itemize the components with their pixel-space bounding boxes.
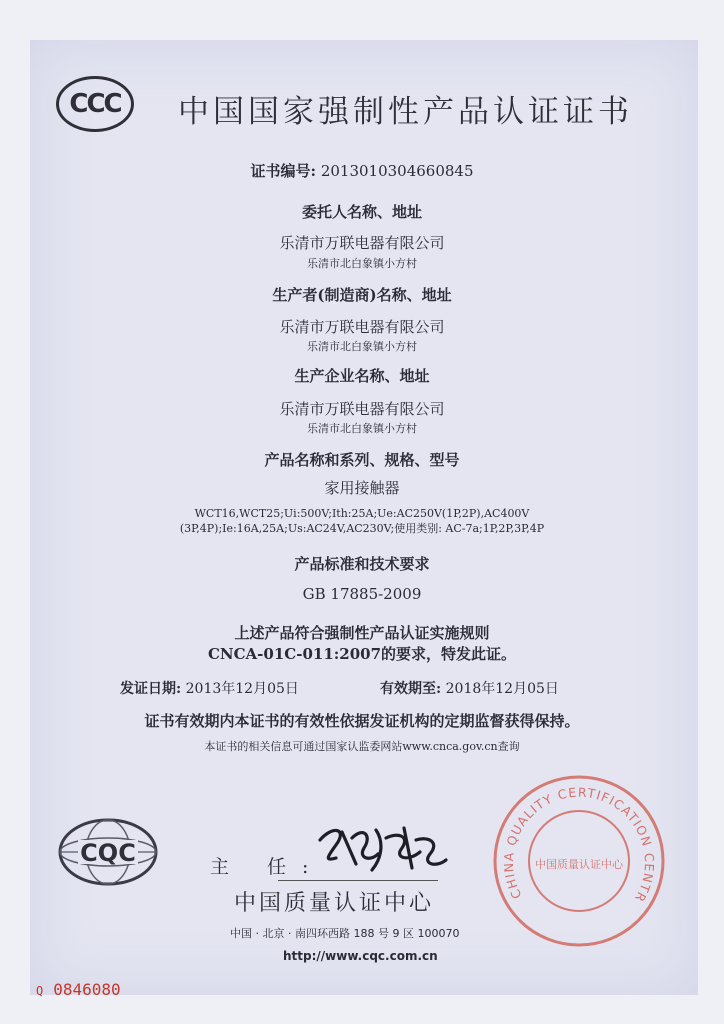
manufacturer-name: 乐清市万联电器有限公司 [279,318,445,336]
serial-number [36,980,121,999]
product-spec-line1: WCT16,WCT25;Ui:500V;Ith:25A;Ue:AC250V(1P,2P),AC400V [194,507,530,520]
product-spec-line2: (3P,4P);Ie:16A,25A;Us:AC24V,AC230V;使用类别: AC-7a;1P,2P,3P,4P [179,522,545,535]
client-name: 乐清市万联电器有限公司 [279,234,445,252]
signature-icon [312,818,452,882]
svg-text:CHINA QUALITY CERTIFICATION CE [492,774,657,905]
organization-address: 中国 · 北京 · 南四环西路 188 号 9 区 100070 [230,927,460,940]
manufacturer-heading: 生产者(制造商)名称、地址 [272,286,452,304]
factory-address: 乐清市北白象镇小方村 [307,422,417,435]
certificate-number-label: 证书编号: [250,162,317,180]
cqc-logo-text: CQC [80,839,136,867]
query-note: 本证书的相关信息可通过国家认监委网站www.cnca.gov.cn查询 [204,740,520,753]
director-label: 主 任: [210,856,325,878]
seal-ring-text: CHINA QUALITY CERTIFICATION CENTR [500,784,658,906]
ccc-logo-icon [56,76,134,132]
cqc-logo-graphic [56,816,160,888]
organization-name: 中国质量认证中心 [234,891,435,916]
serial-value: 0846080 [53,980,121,999]
ccc-logo-text: CCC [69,89,121,119]
certificate-number [0,160,724,181]
product-name: 家用接触器 [324,479,400,497]
client-address: 乐清市北白象镇小方村 [307,257,417,270]
standard-value: GB 17885-2009 [302,585,422,603]
official-seal-icon [492,774,666,948]
serial-prefix: Q [36,984,44,998]
issue-date [120,678,299,698]
product-heading: 产品名称和系列、规格、型号 [264,451,460,469]
standard-heading: 产品标准和技术要求 [294,555,430,573]
expiry-date [380,678,559,698]
factory-heading: 生产企业名称、地址 [294,367,430,385]
seal-center-text: 中国质量认证中心 [535,858,623,871]
statement-line1: 上述产品符合强制性产品认证实施规则 [234,624,490,642]
issue-date-value: 2013年12月05日 [185,681,299,697]
client-heading: 委托人名称、地址 [301,203,422,221]
organization-website: http://www.cqc.com.cn [283,949,438,963]
signature-line [278,880,438,881]
statement-line2: CNCA-01C-011:2007的要求，特发此证。 [207,645,517,663]
certificate-title: 中国国家强制性产品认证证书 [178,94,633,130]
factory-name: 乐清市万联电器有限公司 [279,400,445,418]
cqc-logo-icon [56,816,160,888]
issue-date-label: 发证日期: [120,681,182,697]
certificate-number-value: 2013010304660845 [320,162,474,180]
expiry-date-label: 有效期至: [380,681,442,697]
expiry-date-value: 2018年12月05日 [445,681,559,697]
manufacturer-address: 乐清市北白象镇小方村 [307,340,417,353]
validity-note: 证书有效期内本证书的有效性依据发证机构的定期监督获得保持。 [144,712,580,730]
